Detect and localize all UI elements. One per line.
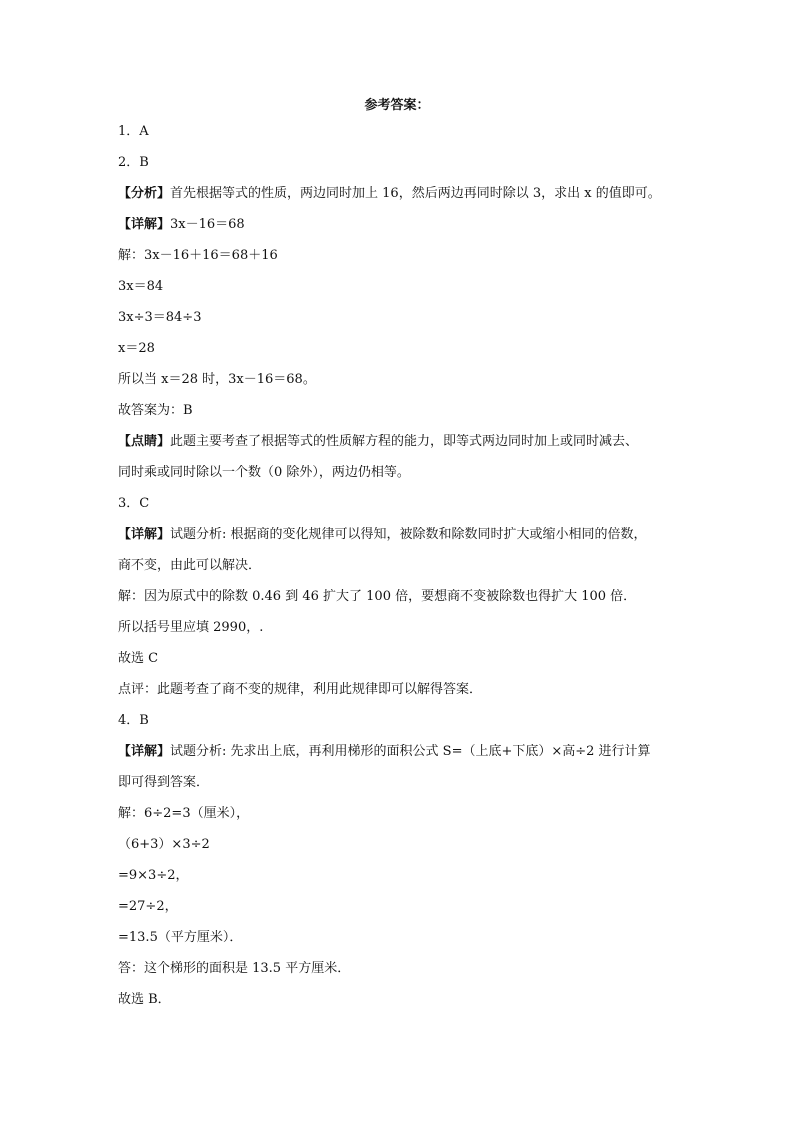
line-text: 所以当 x＝28 时，3x－16＝68。 [118, 372, 316, 387]
line-text: 商不变，由此可以解决． [118, 558, 262, 573]
answer-line [118, 465, 688, 496]
line-text: 解：因为原式中的除数 0.46 到 46 扩大了 100 倍，要想商不变被除数也得扩大 100 倍． [118, 589, 637, 604]
line-text: （6+3）×3÷2 [118, 837, 210, 852]
answer-line [118, 589, 688, 620]
answer-line [118, 217, 688, 248]
line-text: 试题分析: 根据商的变化规律可以得知，被除数和除数同时扩大或缩小相同的倍数， [170, 527, 647, 542]
line-text: =9×3÷2， [118, 868, 189, 883]
answer-line [118, 186, 688, 217]
section-tag: 【点睛】 [118, 434, 171, 449]
line-text: 3x÷3＝84÷3 [118, 310, 202, 325]
line-text: =27÷2， [118, 899, 178, 914]
answer-line [118, 527, 688, 558]
page-title: 参考答案： [364, 98, 430, 113]
answer-line [118, 310, 688, 341]
answer-line [118, 775, 688, 806]
answer-line [118, 682, 688, 713]
section-tag: 【详解】 [118, 217, 171, 232]
section-tag: 【详解】 [118, 744, 171, 759]
answer-line [118, 930, 688, 961]
line-text: 2．B [118, 155, 149, 170]
answer-line [118, 155, 688, 186]
answer-line [118, 713, 688, 744]
line-text: 1．A [118, 124, 149, 139]
line-text: 即可得到答案． [118, 775, 210, 790]
line-text: 3x＝84 [118, 279, 164, 294]
line-text: 故答案为：B [118, 403, 193, 418]
section-tag: 【分析】 [118, 186, 171, 201]
answer-line [118, 496, 688, 527]
line-text: 故选 B． [118, 992, 171, 1007]
answer-line [118, 279, 688, 310]
line-text: 3．C [118, 496, 150, 511]
answer-line [118, 341, 688, 372]
answer-line [118, 651, 688, 682]
line-text: 试题分析: 先求出上底，再利用梯形的面积公式 S=（上底+下底）×高÷2 进行计算 [170, 744, 651, 759]
answer-line [118, 868, 688, 899]
answer-line [118, 248, 688, 279]
answer-line [118, 434, 688, 465]
line-text: 故选 C [118, 651, 159, 666]
answer-line [118, 961, 688, 992]
answer-line [118, 806, 688, 837]
line-text: 所以括号里应填 2990，. [118, 620, 264, 635]
line-text: 3x－16＝68 [170, 217, 245, 232]
line-text: x＝28 [118, 341, 155, 356]
line-text: 点评：此题考查了商不变的规律，利用此规律即可以解得答案． [118, 682, 483, 697]
line-text: 解：6÷2=3（厘米）， [118, 806, 250, 821]
line-text: 解：3x－16＋16＝68＋16 [118, 248, 278, 263]
answer-line [118, 899, 688, 930]
line-text: 同时乘或同时除以一个数（0 除外），两边仍相等。 [118, 465, 410, 480]
answer-line [118, 558, 688, 589]
answer-line [118, 124, 688, 155]
answer-line [118, 992, 688, 1023]
answer-line [118, 744, 688, 775]
line-text: 首先根据等式的性质，两边同时加上 16，然后两边再同时除以 3，求出 x 的值即可。 [170, 186, 661, 201]
answer-line [118, 372, 688, 403]
answer-line [118, 620, 688, 651]
line-text: =13.5（平方厘米）． [118, 930, 243, 945]
answer-line [118, 403, 688, 434]
line-text: 答：这个梯形的面积是 13.5 平方厘米． [118, 961, 351, 976]
line-text: 此题主要考查了根据等式的性质解方程的能力，即等式两边同时加上或同时减去、 [170, 434, 639, 449]
answer-line [118, 837, 688, 868]
section-tag: 【详解】 [118, 527, 171, 542]
answer-lines [118, 124, 688, 1023]
line-text: 4．B [118, 713, 149, 728]
